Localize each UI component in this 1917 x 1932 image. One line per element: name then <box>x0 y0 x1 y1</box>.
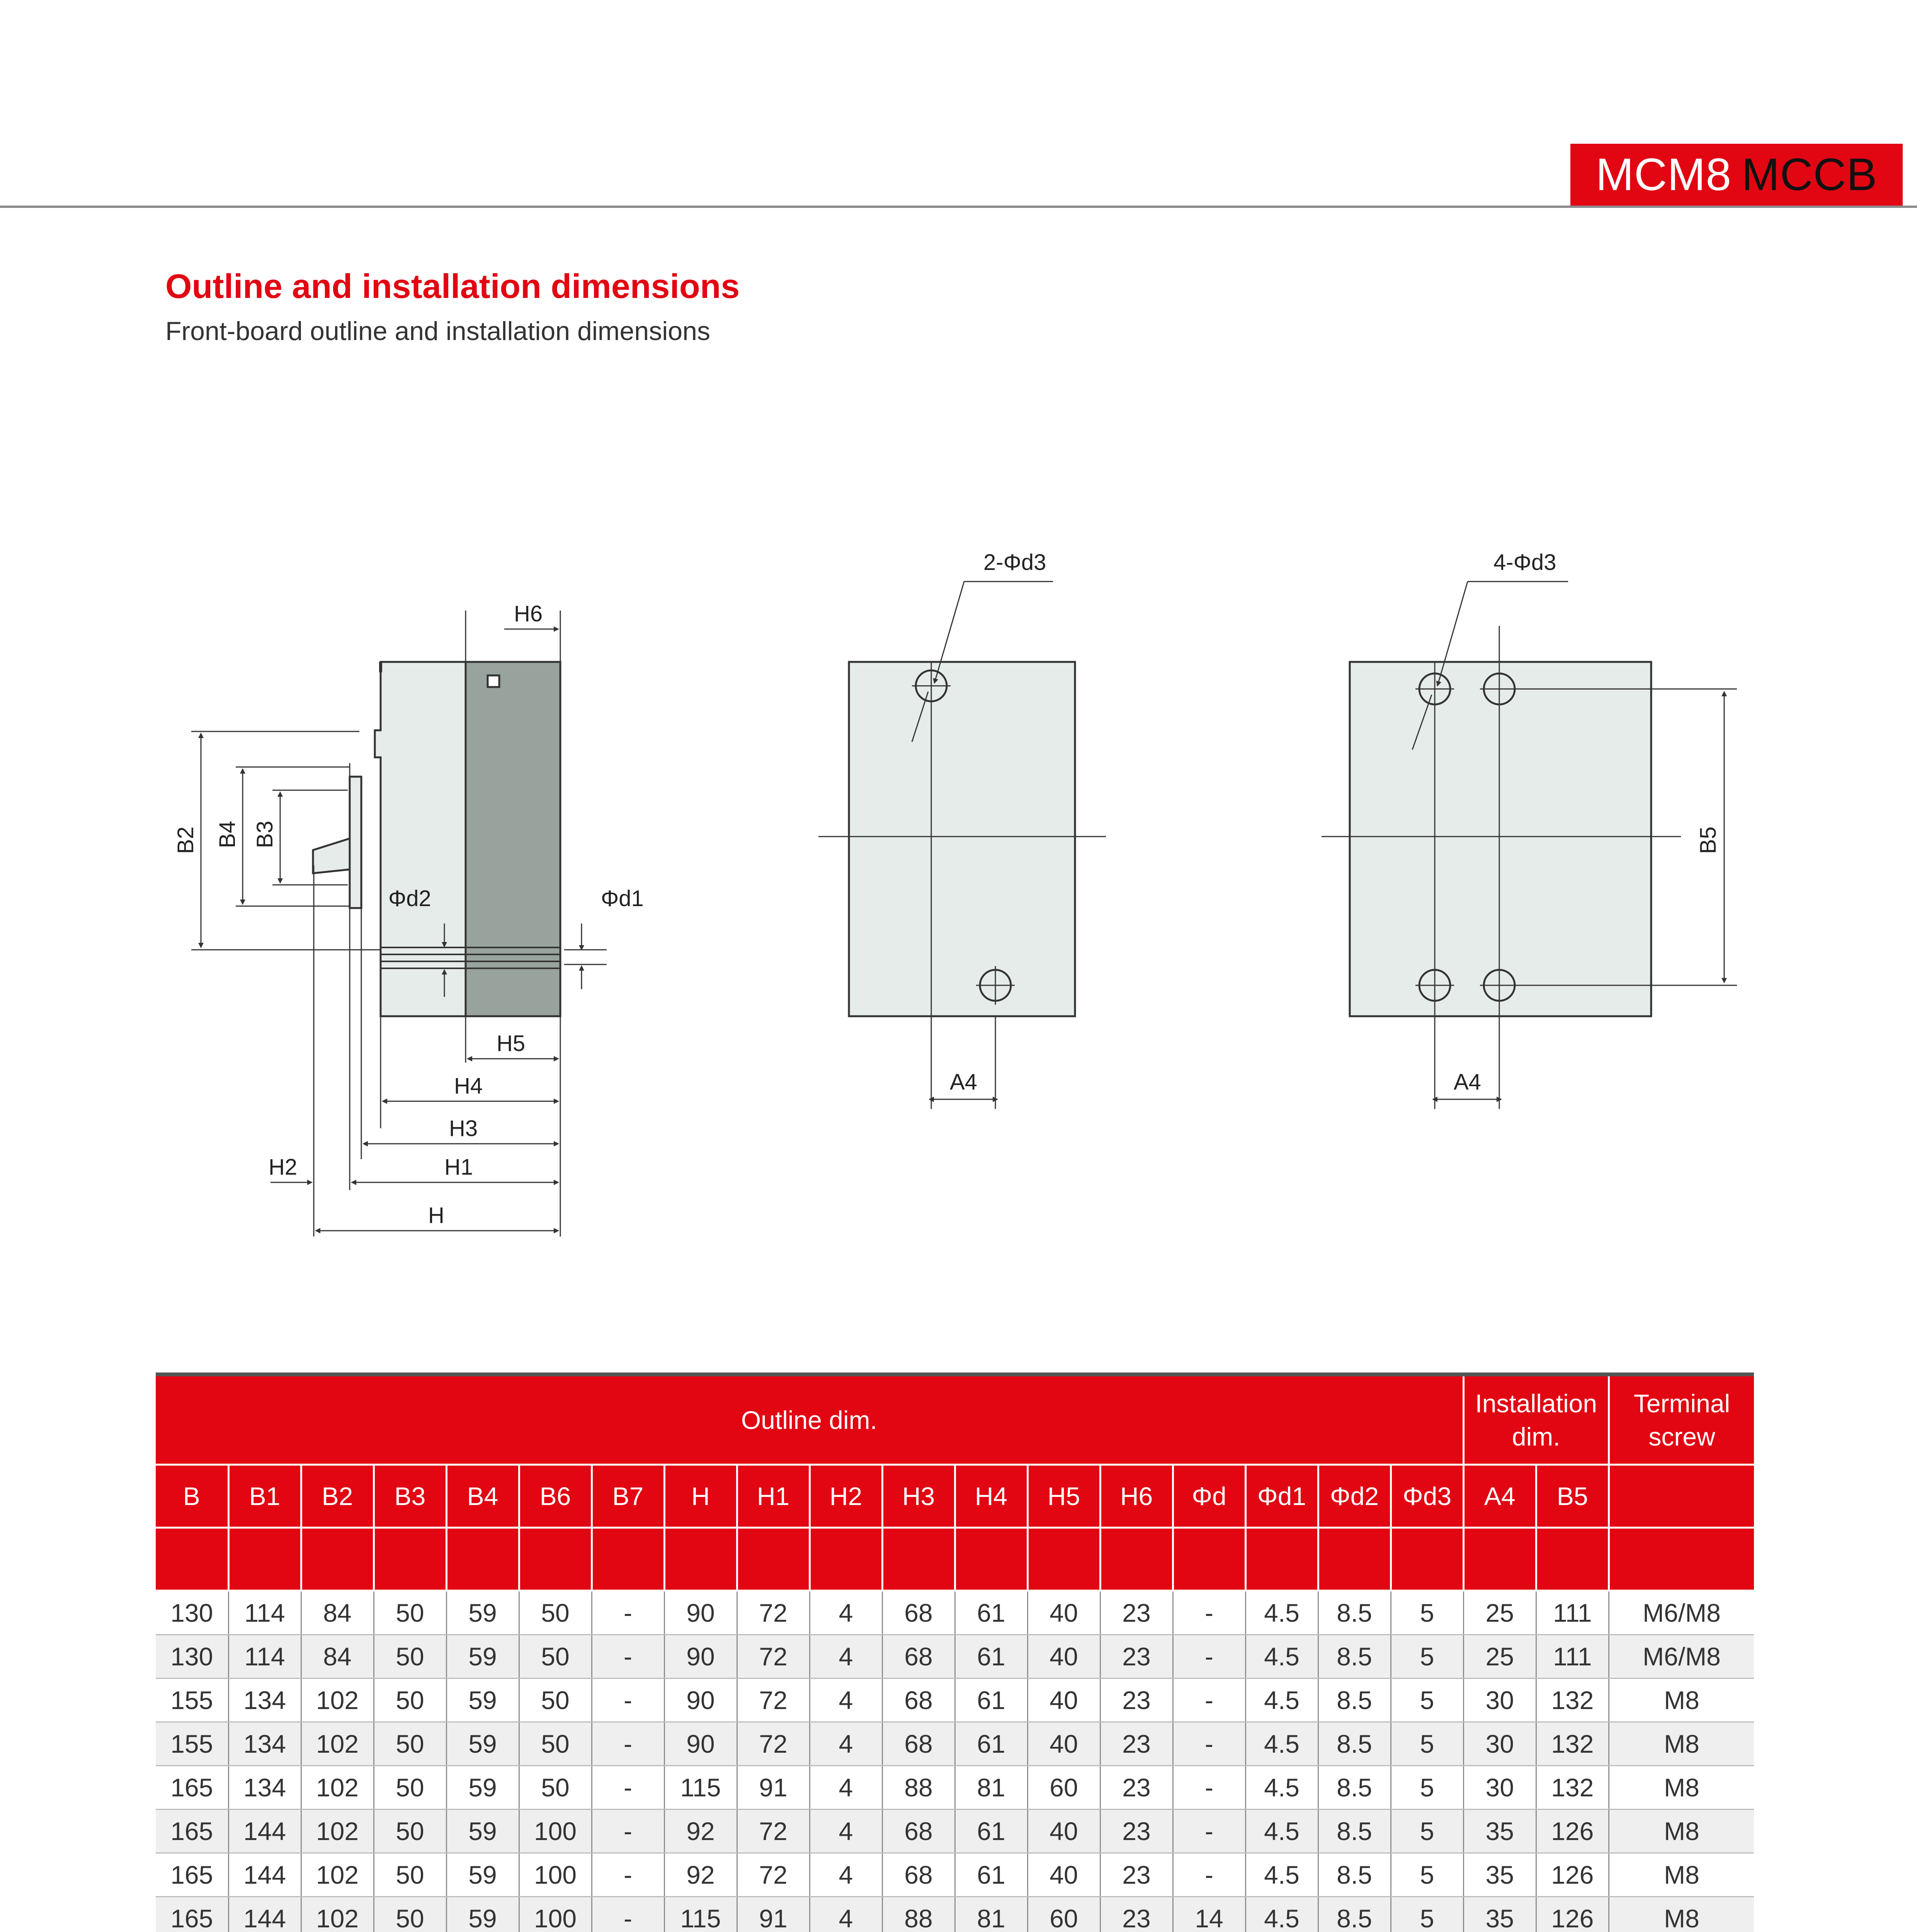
column-header-spacer <box>1536 1528 1609 1591</box>
table-cell: 72 <box>737 1635 810 1679</box>
table-cell: 8.5 <box>1318 1679 1391 1722</box>
terminal-screw-header: Terminal screw <box>1609 1374 1754 1465</box>
table-cell: 4 <box>810 1766 882 1810</box>
table-cell: - <box>1173 1591 1245 1635</box>
table-blank-header-row <box>156 1528 1754 1591</box>
table-cell: 100 <box>519 1897 592 1932</box>
label-h2: H2 <box>269 1155 298 1180</box>
label-b3: B3 <box>252 821 277 848</box>
column-header-spacer <box>1173 1528 1245 1591</box>
table-cell: 68 <box>882 1810 955 1853</box>
column-header: H5 <box>1027 1465 1100 1528</box>
table-cell: - <box>1173 1635 1245 1679</box>
table-cell: 61 <box>955 1679 1027 1722</box>
table-cell: 8.5 <box>1318 1766 1391 1810</box>
label-h1: H1 <box>444 1155 473 1180</box>
table-cell: 50 <box>374 1897 446 1932</box>
table-cell: 50 <box>519 1635 592 1679</box>
column-header-spacer <box>1027 1528 1100 1591</box>
label-phi-d2: Φd2 <box>388 886 431 911</box>
dimension-table <box>156 1372 1754 1932</box>
table-row <box>156 1766 1754 1810</box>
table-cell: 4 <box>810 1722 882 1766</box>
table-cell: 5 <box>1391 1853 1463 1897</box>
table-cell: 4.5 <box>1245 1853 1318 1897</box>
table-row <box>156 1722 1754 1766</box>
table-cell: 88 <box>882 1766 955 1810</box>
column-header: B5 <box>1536 1465 1609 1528</box>
table-cell: 4.5 <box>1245 1766 1318 1810</box>
table-cell: 59 <box>446 1722 519 1766</box>
table-cell: 88 <box>882 1897 955 1932</box>
column-header: H1 <box>737 1465 810 1528</box>
table-cell: 8.5 <box>1318 1635 1391 1679</box>
table-cell: 102 <box>301 1897 374 1932</box>
column-header-spacer <box>592 1528 664 1591</box>
table-cell: 60 <box>1027 1766 1100 1810</box>
table-cell: 50 <box>374 1766 446 1810</box>
column-header: H6 <box>1100 1465 1173 1528</box>
column-header: H4 <box>955 1465 1027 1528</box>
column-header: B6 <box>519 1465 592 1528</box>
table-cell: 40 <box>1027 1722 1100 1766</box>
table-cell: 40 <box>1027 1853 1100 1897</box>
table-cell: 100 <box>519 1810 592 1853</box>
column-header: B1 <box>228 1465 301 1528</box>
table-cell: 111 <box>1536 1635 1609 1679</box>
table-cell: - <box>592 1897 664 1932</box>
label-h6: H6 <box>514 601 543 626</box>
table-cell: 102 <box>301 1766 374 1810</box>
label-2-phi-d3: 2-Φd3 <box>983 550 1046 575</box>
table-cell: 115 <box>664 1897 737 1932</box>
table-cell: 4.5 <box>1245 1635 1318 1679</box>
table-cell: 144 <box>228 1897 301 1932</box>
table-cell: 84 <box>301 1635 374 1679</box>
column-header-spacer <box>1100 1528 1173 1591</box>
brand-name: MCM8 <box>1596 149 1732 200</box>
table-body <box>156 1591 1754 1932</box>
table-cell: 23 <box>1100 1591 1173 1635</box>
table-cell: - <box>592 1810 664 1853</box>
table-cell: M8 <box>1609 1722 1754 1766</box>
table-row <box>156 1679 1754 1722</box>
table-cell: 59 <box>446 1635 519 1679</box>
table-cell: 25 <box>1463 1635 1536 1679</box>
table-cell: 8.5 <box>1318 1722 1391 1766</box>
table-cell: 102 <box>301 1679 374 1722</box>
column-header: Φd1 <box>1245 1465 1318 1528</box>
table-cell: 102 <box>301 1853 374 1897</box>
table-cell: 90 <box>664 1635 737 1679</box>
table-cell: 50 <box>374 1722 446 1766</box>
table-cell: 155 <box>156 1679 228 1722</box>
table-cell: - <box>1173 1810 1245 1853</box>
table-cell: 61 <box>955 1810 1027 1853</box>
table-cell: 165 <box>156 1766 228 1810</box>
label-h: H <box>428 1203 444 1228</box>
table-cell: 8.5 <box>1318 1810 1391 1853</box>
table-cell: 132 <box>1536 1679 1609 1722</box>
table-cell: M8 <box>1609 1897 1754 1932</box>
table-cell: 144 <box>228 1853 301 1897</box>
table-cell: - <box>592 1722 664 1766</box>
table-row <box>156 1810 1754 1853</box>
column-header-spacer <box>1245 1528 1318 1591</box>
table-cell: M8 <box>1609 1679 1754 1722</box>
table-cell: M8 <box>1609 1766 1754 1810</box>
column-header-spacer <box>228 1528 301 1591</box>
table-cell: 50 <box>374 1679 446 1722</box>
table-cell: 68 <box>882 1722 955 1766</box>
table-cell: 72 <box>737 1853 810 1897</box>
table-cell: 68 <box>882 1591 955 1635</box>
table-cell: 5 <box>1391 1897 1463 1932</box>
label-phi-d1: Φd1 <box>601 886 644 911</box>
label-a4-4pole: A4 <box>1454 1070 1481 1095</box>
table-cell: 61 <box>955 1635 1027 1679</box>
table-cell: 130 <box>156 1591 228 1635</box>
table-row <box>156 1853 1754 1897</box>
table-cell: 5 <box>1391 1810 1463 1853</box>
column-header: B7 <box>592 1465 664 1528</box>
table-group-header-row <box>156 1374 1754 1465</box>
table-cell: 50 <box>374 1635 446 1679</box>
table-cell: 81 <box>955 1897 1027 1932</box>
table-cell: 132 <box>1536 1722 1609 1766</box>
table-cell: 4 <box>810 1897 882 1932</box>
table-cell: 8.5 <box>1318 1897 1391 1932</box>
table-cell: 23 <box>1100 1853 1173 1897</box>
table-cell: 134 <box>228 1722 301 1766</box>
table-cell: 72 <box>737 1679 810 1722</box>
table-cell: 4.5 <box>1245 1722 1318 1766</box>
column-header: H2 <box>810 1465 882 1528</box>
table-column-header-row <box>156 1465 1754 1528</box>
table-cell: - <box>1173 1853 1245 1897</box>
table-cell: 61 <box>955 1591 1027 1635</box>
column-header-spacer <box>1609 1528 1754 1591</box>
table-cell: 90 <box>664 1591 737 1635</box>
table-cell: 40 <box>1027 1591 1100 1635</box>
label-4-phi-d3: 4-Φd3 <box>1493 550 1556 575</box>
table-cell: 115 <box>664 1766 737 1810</box>
front-view-4-hole-drawing <box>1322 582 1737 1109</box>
label-b5: B5 <box>1696 827 1721 854</box>
table-cell: 165 <box>156 1897 228 1932</box>
table-cell: 102 <box>301 1810 374 1853</box>
table-cell: 23 <box>1100 1679 1173 1722</box>
table-cell: 40 <box>1027 1679 1100 1722</box>
table-cell: 50 <box>374 1853 446 1897</box>
table-cell: 111 <box>1536 1591 1609 1635</box>
column-header: Φd3 <box>1391 1465 1463 1528</box>
table-cell: 50 <box>374 1810 446 1853</box>
table-cell: 4 <box>810 1853 882 1897</box>
table-cell: 30 <box>1463 1679 1536 1722</box>
table-cell: 72 <box>737 1722 810 1766</box>
table-cell: 23 <box>1100 1722 1173 1766</box>
table-cell: 23 <box>1100 1810 1173 1853</box>
table-cell: 59 <box>446 1766 519 1810</box>
column-header-spacer <box>664 1528 737 1591</box>
table-cell: 59 <box>446 1810 519 1853</box>
label-h4: H4 <box>454 1073 483 1099</box>
table-cell: 90 <box>664 1722 737 1766</box>
table-cell: - <box>1173 1679 1245 1722</box>
table-cell: - <box>592 1853 664 1897</box>
column-header-spacer <box>1318 1528 1391 1591</box>
table-cell: 5 <box>1391 1591 1463 1635</box>
label-h5: H5 <box>497 1031 526 1056</box>
label-h3: H3 <box>449 1116 478 1141</box>
table-cell: 165 <box>156 1853 228 1897</box>
table-cell: M8 <box>1609 1853 1754 1897</box>
page-subtitle: Front-board outline and installation dimensions <box>165 316 710 346</box>
column-header-spacer <box>810 1528 882 1591</box>
table-cell: 61 <box>955 1722 1027 1766</box>
table-cell: 59 <box>446 1897 519 1932</box>
column-header: Φd <box>1173 1465 1245 1528</box>
column-header: B4 <box>446 1465 519 1528</box>
table-cell: 4.5 <box>1245 1810 1318 1853</box>
table-cell: 25 <box>1463 1591 1536 1635</box>
column-header-spacer <box>374 1528 446 1591</box>
table-cell: 8.5 <box>1318 1591 1391 1635</box>
table-cell: 114 <box>228 1635 301 1679</box>
column-header-spacer <box>301 1528 374 1591</box>
table-cell: 61 <box>955 1853 1027 1897</box>
table-cell: 50 <box>519 1722 592 1766</box>
table-cell: 102 <box>301 1722 374 1766</box>
table-cell: 100 <box>519 1853 592 1897</box>
table-cell: 50 <box>374 1591 446 1635</box>
table-cell: 165 <box>156 1810 228 1853</box>
table-cell: 72 <box>737 1810 810 1853</box>
table-cell: M6/M8 <box>1609 1591 1754 1635</box>
label-a4-2pole: A4 <box>950 1070 977 1095</box>
table-cell: 14 <box>1173 1897 1245 1932</box>
table-cell: 155 <box>156 1722 228 1766</box>
table-cell: - <box>592 1591 664 1635</box>
table-cell: 90 <box>664 1679 737 1722</box>
table-cell: 4 <box>810 1810 882 1853</box>
table-cell: 134 <box>228 1766 301 1810</box>
table-cell: 4 <box>810 1591 882 1635</box>
product-type: MCCB <box>1742 149 1878 200</box>
column-header: B <box>156 1465 228 1528</box>
table-cell: - <box>1173 1722 1245 1766</box>
table-cell: M6/M8 <box>1609 1635 1754 1679</box>
column-header-spacer <box>955 1528 1027 1591</box>
table-cell: 4 <box>810 1635 882 1679</box>
table-cell: 68 <box>882 1635 955 1679</box>
column-header: B2 <box>301 1465 374 1528</box>
table-row <box>156 1635 1754 1679</box>
column-header <box>1609 1465 1754 1528</box>
outline-dim-header: Outline dim. <box>156 1374 1463 1465</box>
column-header-spacer <box>519 1528 592 1591</box>
table-cell: - <box>592 1766 664 1810</box>
table-cell: 5 <box>1391 1722 1463 1766</box>
table-cell: 50 <box>519 1766 592 1810</box>
table-cell: 92 <box>664 1810 737 1853</box>
table-cell: 40 <box>1027 1635 1100 1679</box>
label-b2: B2 <box>173 827 198 854</box>
column-header-spacer <box>1463 1528 1536 1591</box>
table-cell: 132 <box>1536 1766 1609 1810</box>
column-header-spacer <box>737 1528 810 1591</box>
column-header-spacer <box>156 1528 228 1591</box>
side-view-drawing <box>191 611 607 1236</box>
table-cell: M8 <box>1609 1810 1754 1853</box>
table-cell: 91 <box>737 1766 810 1810</box>
table-cell: 59 <box>446 1679 519 1722</box>
column-header: A4 <box>1463 1465 1536 1528</box>
table-cell: 144 <box>228 1810 301 1853</box>
table-cell: 4.5 <box>1245 1679 1318 1722</box>
table-cell: 30 <box>1463 1722 1536 1766</box>
table-cell: 59 <box>446 1853 519 1897</box>
table-cell: 23 <box>1100 1635 1173 1679</box>
table-cell: 4.5 <box>1245 1591 1318 1635</box>
page-title: Outline and installation dimensions <box>165 267 740 305</box>
table-cell: - <box>592 1679 664 1722</box>
table-cell: 134 <box>228 1679 301 1722</box>
table-cell: 81 <box>955 1766 1027 1810</box>
table-cell: 30 <box>1463 1766 1536 1810</box>
column-header: Φd2 <box>1318 1465 1391 1528</box>
table-cell: 126 <box>1536 1810 1609 1853</box>
table-cell: 5 <box>1391 1635 1463 1679</box>
table-cell: 126 <box>1536 1853 1609 1897</box>
table-cell: 35 <box>1463 1853 1536 1897</box>
label-b4: B4 <box>215 821 240 848</box>
column-header-spacer <box>446 1528 519 1591</box>
table-cell: 59 <box>446 1591 519 1635</box>
table-cell: 130 <box>156 1635 228 1679</box>
column-header-spacer <box>1391 1528 1463 1591</box>
column-header-spacer <box>882 1528 955 1591</box>
column-header: H3 <box>882 1465 955 1528</box>
table-cell: 92 <box>664 1853 737 1897</box>
table-cell: 8.5 <box>1318 1853 1391 1897</box>
table-cell: 40 <box>1027 1810 1100 1853</box>
table-cell: - <box>1173 1766 1245 1810</box>
table-cell: 4.5 <box>1245 1897 1318 1932</box>
table-row <box>156 1897 1754 1932</box>
table-cell: 4 <box>810 1679 882 1722</box>
installation-dim-header: Installation dim. <box>1463 1374 1609 1465</box>
table-cell: 23 <box>1100 1766 1173 1810</box>
column-header: B3 <box>374 1465 446 1528</box>
table-cell: 114 <box>228 1591 301 1635</box>
table-cell: 91 <box>737 1897 810 1932</box>
table-cell: 68 <box>882 1853 955 1897</box>
table-cell: 68 <box>882 1679 955 1722</box>
table-cell: - <box>592 1635 664 1679</box>
table-cell: 84 <box>301 1591 374 1635</box>
table-cell: 5 <box>1391 1766 1463 1810</box>
table-cell: 126 <box>1536 1897 1609 1932</box>
table-cell: 35 <box>1463 1897 1536 1932</box>
table-cell: 35 <box>1463 1810 1536 1853</box>
table-row <box>156 1591 1754 1635</box>
front-view-2-hole-drawing <box>818 582 1106 1109</box>
table-cell: 72 <box>737 1591 810 1635</box>
table-cell: 50 <box>519 1591 592 1635</box>
table-cell: 23 <box>1100 1897 1173 1932</box>
column-header: H <box>664 1465 737 1528</box>
table-cell: 5 <box>1391 1679 1463 1722</box>
table-cell: 50 <box>519 1679 592 1722</box>
table-cell: 60 <box>1027 1897 1100 1932</box>
